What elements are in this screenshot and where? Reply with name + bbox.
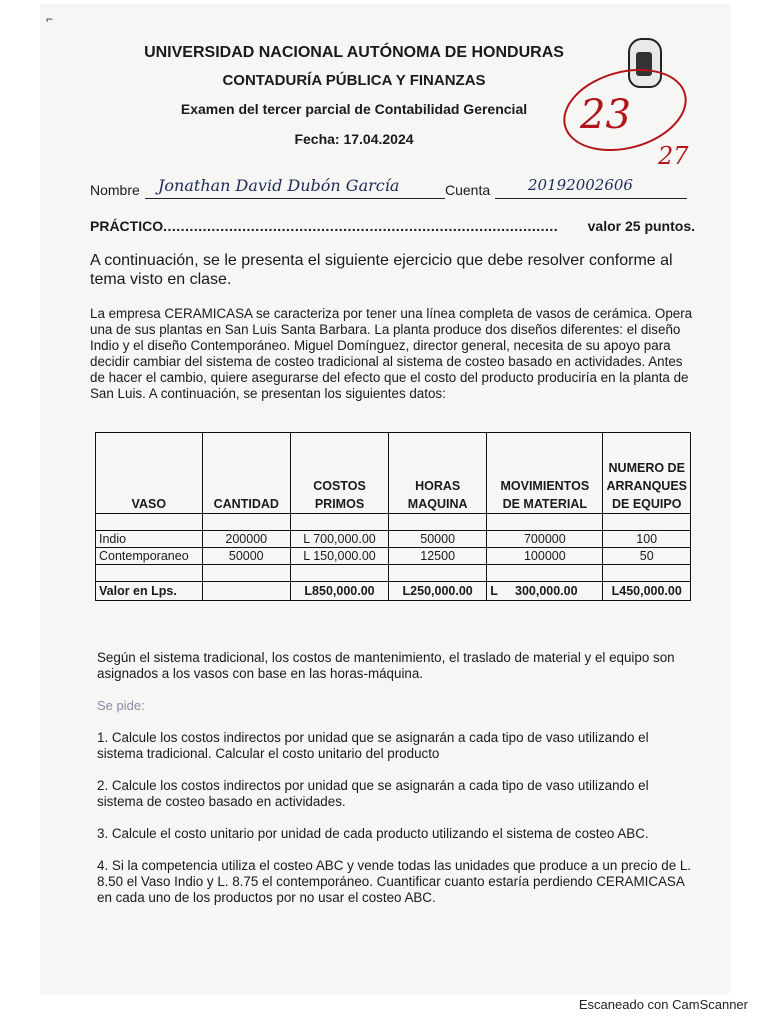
grade-extra: 27	[658, 142, 689, 170]
practico-dots: ..........................................................................................	[163, 218, 559, 234]
col-vaso: VASO	[96, 433, 203, 514]
handwritten-grade	[550, 60, 710, 170]
cell: Contemporaneo	[96, 548, 203, 565]
grade-main: 23	[580, 92, 631, 138]
cell: 12500	[389, 548, 487, 565]
cell: 100	[603, 531, 691, 548]
cell	[603, 514, 691, 531]
scan-mark: ⌐	[46, 12, 54, 26]
cell: 50000	[389, 531, 487, 548]
cell: L 700,000.00	[290, 531, 388, 548]
exam-title: Examen del tercer parcial de Contabilidad Gerencial	[180, 101, 528, 117]
table-row	[96, 548, 691, 565]
career-title: CONTADURÍA PÚBLICA Y FINANZAS	[222, 72, 486, 89]
practico-line	[90, 218, 695, 234]
cell: L850,000.00	[290, 582, 388, 601]
table-total-row	[96, 582, 691, 601]
cell: L450,000.00	[603, 582, 691, 601]
case-paragraph: La empresa CERAMICASA se caracteriza por tener una línea completa de vasos de cerámica. Opera una de sus plantas en San Luis Santa Barbara. La planta produce dos diseños diferentes: el diseño Indio y el diseño Contemporáneo. Miguel Domínguez, director general, necesita de su apoyo para decidir cambiar del sistema de costeo tradicional al sistema de costeo basado en actividades. Antes de hacer el cambio, quiere asegurarse del efecto que el costo del producto produciría en la planta de San Luis. A continuación, se presentan los siguientes datos:	[90, 306, 693, 401]
col-cantidad: CANTIDAD	[202, 433, 290, 514]
traditional-note: Según el sistema tradicional, los costos de mantenimiento, el traslado de material y el equipo son asignados a los vasos con base en las horas-máquina.	[97, 650, 675, 681]
cell: 50000	[202, 548, 290, 565]
question-4: 4. Si la competencia utiliza el costeo ABC y vende todas las unidades que produce a un precio de L. 8.50 el Vaso Indio y L. 8.75 el contemporáneo. Cuantificar cuanto estaría perdiendo CERAMICASA en cada uno de los productos por no usar el costeo ABC.	[97, 858, 692, 905]
table-header-row	[96, 433, 691, 514]
cell: 50	[603, 548, 691, 565]
cell: 100000	[487, 548, 603, 565]
cell	[290, 565, 388, 582]
practico-label: PRÁCTICO	[90, 218, 164, 234]
student-account: 20192002606	[528, 176, 633, 194]
cell	[389, 514, 487, 531]
cell	[202, 565, 290, 582]
practico-value: valor 25 puntos.	[587, 218, 695, 234]
data-table	[95, 432, 691, 601]
se-pide-label: Se pide:	[97, 698, 145, 713]
cell	[603, 565, 691, 582]
account-line	[495, 198, 687, 199]
name-line	[145, 198, 445, 199]
question-1: 1. Calcule los costos indirectos por unidad que se asignarán a cada tipo de vaso utilizando el sistema tradicional. Calcular el costo unitario del producto	[97, 730, 649, 761]
cell: Indio	[96, 531, 203, 548]
col-horas-maquina: HORAS MAQUINA	[389, 433, 487, 514]
table-row	[96, 531, 691, 548]
exam-date: Fecha: 17.04.2024	[294, 131, 414, 147]
student-name: Jonathan David Dubón García	[158, 176, 400, 195]
col-movimientos: MOVIMIENTOS DE MATERIAL	[487, 433, 603, 514]
university-title: UNIVERSIDAD NACIONAL AUTÓNOMA DE HONDURAS	[144, 44, 564, 61]
cell	[487, 514, 603, 531]
cell: L 150,000.00	[290, 548, 388, 565]
cell: 200000	[202, 531, 290, 548]
cell	[487, 565, 603, 582]
cell: L250,000.00	[389, 582, 487, 601]
cell	[202, 582, 290, 601]
col-costos-primos: COSTOS PRIMOS	[290, 433, 388, 514]
cell: L 300,000.00	[487, 582, 603, 601]
name-label: Nombre	[90, 182, 140, 198]
cell	[96, 565, 203, 582]
cell: 700000	[487, 531, 603, 548]
cell: Valor en Lps.	[96, 582, 203, 601]
account-label: Cuenta	[445, 182, 491, 198]
cell	[290, 514, 388, 531]
cell	[96, 514, 203, 531]
cell	[389, 565, 487, 582]
question-3: 3. Calcule el costo unitario por unidad de cada producto utilizando el sistema de costeo ABC.	[97, 826, 649, 841]
table-row	[96, 565, 691, 582]
col-arranques: NUMERO DE ARRANQUES DE EQUIPO	[603, 433, 691, 514]
cell	[202, 514, 290, 531]
question-2: 2. Calcule los costos indirectos por unidad que se asignarán a cada tipo de vaso utilizando el sistema de costeo basado en actividades.	[97, 778, 649, 809]
table-row	[96, 514, 691, 531]
intro-text: A continuación, se le presenta el siguiente ejercicio que debe resolver conforme al tema visto en clase.	[90, 252, 673, 288]
camscanner-footer: Escaneado con CamScanner	[578, 997, 748, 1012]
